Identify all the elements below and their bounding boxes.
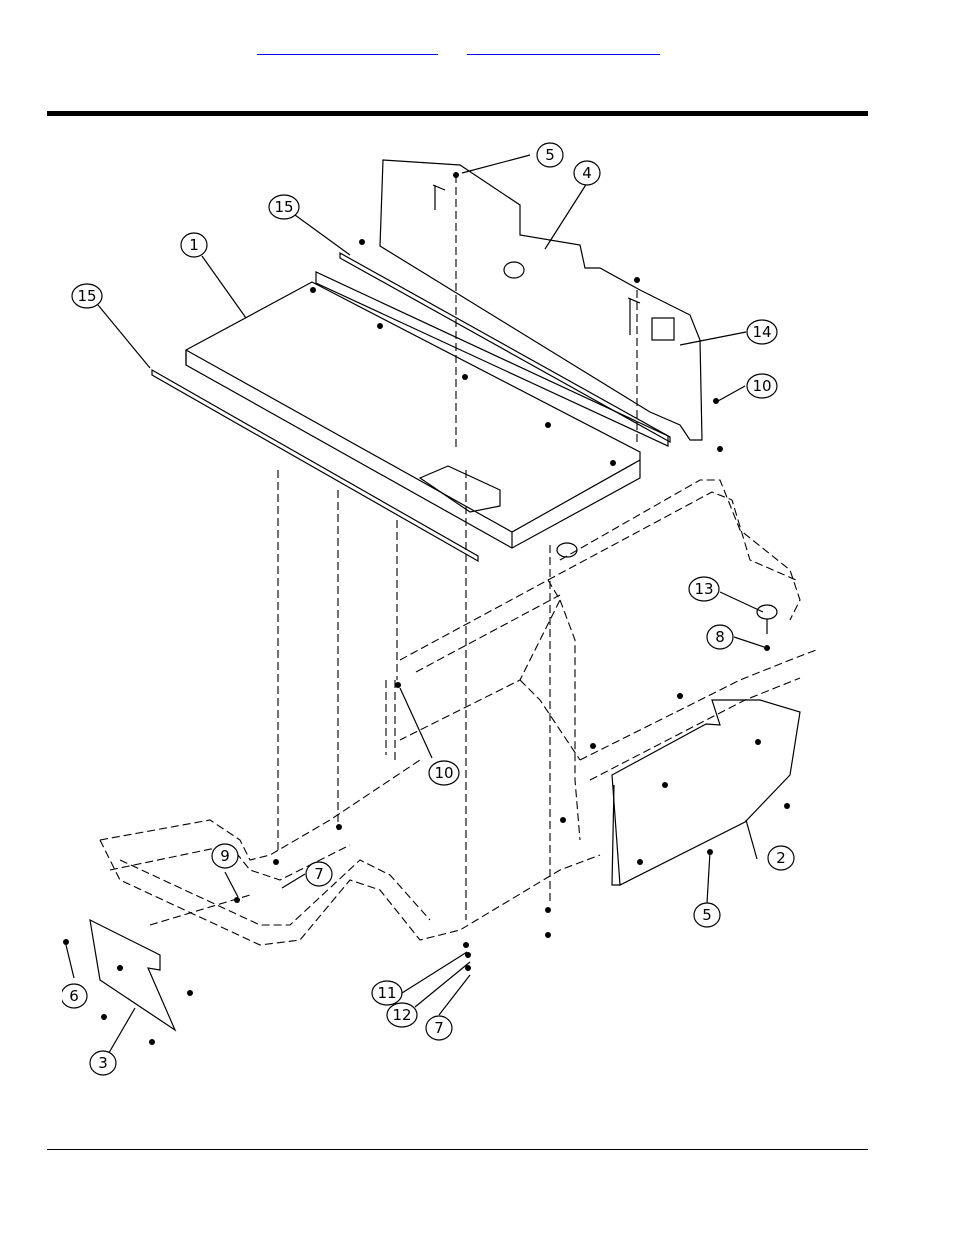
callout-10a: [429, 761, 459, 785]
frame-tube-lower-left: [100, 760, 420, 860]
svg-text:13: 13: [694, 580, 714, 598]
header-link-1[interactable]: [257, 42, 438, 55]
frame-tube-front: [100, 840, 600, 945]
callout-5a: [537, 143, 563, 167]
svg-text:1: 1: [189, 236, 199, 254]
frame-tube-upper: [560, 480, 800, 620]
svg-text:8: 8: [715, 628, 725, 646]
callout-7a: [306, 862, 332, 886]
callout-13: [689, 577, 719, 601]
latch-block: [652, 318, 674, 340]
callout-11: [372, 981, 402, 1005]
svg-text:10: 10: [752, 377, 772, 395]
callout-7b: [426, 1016, 452, 1040]
svg-text:15: 15: [77, 287, 97, 305]
svg-text:14: 14: [752, 323, 772, 341]
svg-text:12: 12: [392, 1006, 412, 1024]
callout-3: [90, 1051, 116, 1075]
svg-text:6: 6: [69, 987, 79, 1005]
callout-14: [747, 320, 777, 344]
svg-text:5: 5: [545, 146, 555, 164]
svg-text:11: 11: [377, 984, 397, 1002]
frame-tube-right: [580, 650, 816, 760]
bottom-rule: [47, 1149, 868, 1150]
frame-tube-mid: [400, 580, 560, 740]
svg-text:7: 7: [314, 865, 324, 883]
callout-15b: [72, 284, 102, 308]
callout-12: [387, 1003, 417, 1027]
knob-part: [757, 605, 777, 619]
svg-text:2: 2: [776, 849, 786, 867]
callout-6: [62, 984, 87, 1008]
callout-4: [574, 161, 600, 185]
callout-9: [212, 844, 238, 868]
header-link-2[interactable]: [467, 42, 660, 55]
svg-text:9: 9: [220, 847, 230, 865]
back-panel-part: [380, 160, 702, 440]
svg-text:5: 5: [702, 906, 712, 924]
svg-text:3: 3: [98, 1054, 108, 1072]
svg-text:4: 4: [582, 164, 592, 182]
callout-1: [181, 233, 207, 257]
tray-handle: [420, 466, 500, 512]
svg-text:10: 10: [434, 764, 454, 782]
callout-5b: [694, 903, 720, 927]
front-guard-part: [90, 920, 175, 1030]
svg-text:7: 7: [434, 1019, 444, 1037]
top-rule: [47, 111, 868, 116]
back-panel-hole: [504, 262, 524, 278]
tray-part: [186, 282, 640, 548]
svg-text:15: 15: [274, 198, 294, 216]
callout-15a: [269, 195, 299, 219]
trim-strip-left: [152, 370, 478, 561]
parts-diagram: [62, 140, 818, 1080]
callout-8: [707, 625, 733, 649]
callout-2: [768, 846, 794, 870]
callout-10b: [747, 374, 777, 398]
